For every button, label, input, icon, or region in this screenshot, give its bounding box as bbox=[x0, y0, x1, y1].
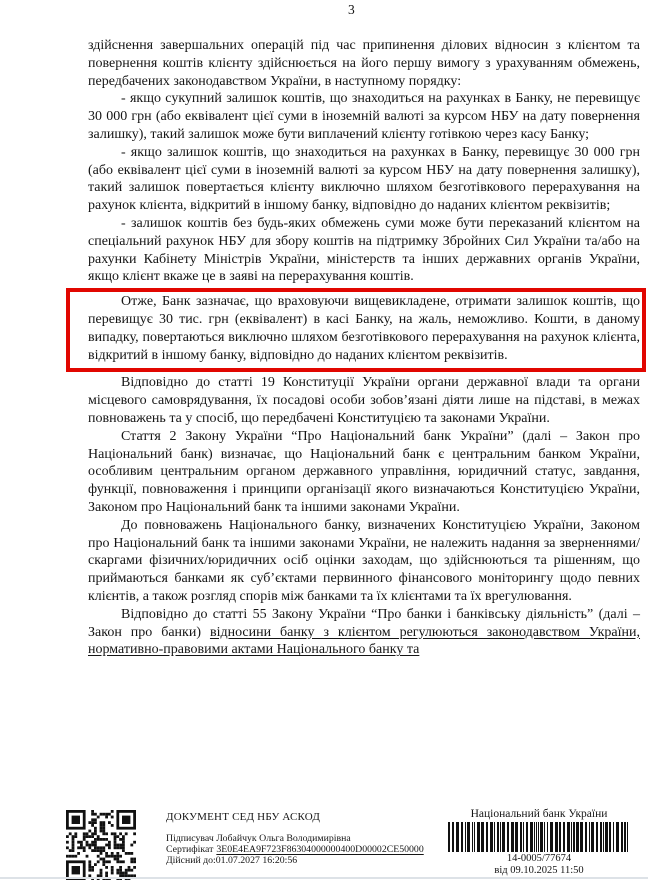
registration-number: 14-0005/77674 bbox=[506, 853, 572, 864]
paragraph-highlighted: Отже, Банк зазначає, що враховуючи вищевикладене, отримати залишок коштів, що перевищує 30 тис. грн (еквівалент) в касі Банку, на жаль, неможливо. Кошти, в даному випадку, повертаються виключно шляхом безготівкового перерахування на рахунок клієнта, відкритий в іншому банку, відповідно до наданих клієнтом реквізитів. bbox=[88, 294, 640, 363]
highlighted-paragraph-box bbox=[66, 288, 646, 372]
paragraph-nbu-powers: До повноважень Національного банку, визначених Конституцією України, Законом про Національний банк та іншими законами України, не належить надання за зверненнями/скаргами фізичних/юридичних осіб оцінки заходам, що здійснюються та рішенням, що приймаються банками як суб’єктами первинного фінансового моніторингу щодо певних клієнтів, а також розгляд спорів між банками та їх клієнтами та їх врегулювання. bbox=[88, 517, 640, 604]
organization-name: Національний банк України bbox=[470, 808, 608, 820]
underlined-text: відносини банку з клієнтом регулюються законодавством України, нормативно-правовими актами Національного банку та bbox=[88, 624, 641, 658]
paragraph-bullet-cash: - якщо сукупний залишок коштів, що знаходиться на рахунках в Банку, не перевищує 30 000 грн (або еквівалент цієї суми в іноземній валюті за курсом НБУ на дату повернення залишку), такий залишок може бути виплачений клієнту готівкою через касу Банку; bbox=[88, 91, 640, 142]
registration-date: від 09.10.2025 11:50 bbox=[494, 865, 584, 876]
certificate-line bbox=[166, 844, 436, 855]
paragraph-nbu-law-art2: Стаття 2 Закону України “Про Національний банк України” (далі – Закон про Національний банк) визначає, що Національний банк є центральним банком України, особливим центральним органом державного управління, юридичний статус, завдання, функції, повноваження і принципи організації якого визначаються Конституцією України, Законом про Національний банк та іншими законами України. bbox=[88, 428, 640, 515]
certificate-label: Сертифікат bbox=[166, 844, 214, 856]
paragraph-bullet-transfer: - якщо залишок коштів, що знаходиться на рахунках в Банку, перевищує 30 000 грн (або еквівалент цієї суми в іноземній валюті за курсом НБУ на дату повернення залишку), такий залишок повертається клієнту виключно шляхом безготівкового перерахування на рахунок клієнта, відкритий в іншому банку, відповідно до наданих клієнтом реквізитів; bbox=[88, 144, 640, 214]
qr-code-icon bbox=[66, 810, 136, 880]
signer-name: Підписувач Лобайчук Ольга Володимирівна bbox=[166, 833, 351, 844]
paragraph-bullet-donation: - залишок коштів без будь-яких обмежень суми може бути переказаний клієнтом на спеціальний рахунок НБУ для збору коштів на підтримку Збройних Сил України та/або на рахунки Кабінету Міністрів України, міністерств та інших державних органів України, якщо клієнт вкаже це в заяві на перерахування коштів. bbox=[88, 215, 640, 285]
document-body bbox=[88, 37, 640, 659]
page-number: 3 bbox=[348, 2, 355, 17]
paragraph-text: Відповідно до статті 55 Закону України “Про банки і банківську діяльність” (далі – Закон про банки) bbox=[88, 606, 640, 640]
paragraph-banks-law-art55 bbox=[88, 606, 640, 659]
certificate-number: 3E0E4EA9F723F86304000000400D00002CE50000 bbox=[216, 844, 424, 856]
barcode-icon bbox=[447, 822, 631, 852]
certificate-validity: Дійсний до:01.07.2027 16:20:56 bbox=[166, 855, 298, 867]
paragraph-constitution-art19: Відповідно до статті 19 Конституції України органи державної влади та органи місцевого самоврядування, їх посадові особи зобов’язані діяти лише на підставі, в межах повноважень та у спосіб, що передбачені Конституцією та законами України. bbox=[88, 375, 640, 426]
paragraph-intro: здійснення завершальних операцій під час припинення ділових відносин з клієнтом та повернення коштів клієнту здійснюється на його першу вимогу з урахуванням обмежень, передбачених законодавством України, в наступному порядку: bbox=[88, 38, 640, 89]
page-edge-divider bbox=[0, 877, 648, 879]
signature-stamp bbox=[166, 811, 436, 867]
stamp-title: ДОКУМЕНТ СЕД НБУ АСКОД bbox=[166, 811, 321, 823]
registration-stamp bbox=[438, 808, 640, 877]
